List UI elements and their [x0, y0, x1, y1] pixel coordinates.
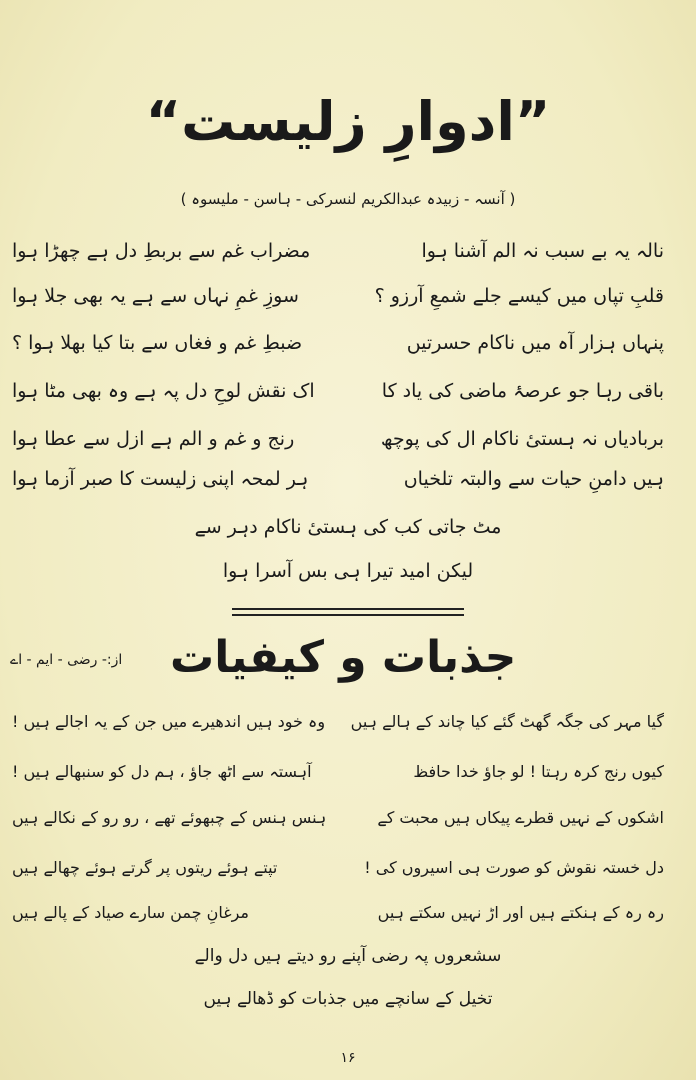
poem2-title: جذبات و کیفیات [170, 632, 517, 683]
poem1-right-line-4: باقی رہا جو عرصۂ ماضی کی یاد کا [381, 380, 664, 402]
poem1-right-line-2: قلبِ تپاں میں کیسے جلے شمعِ آرزو ؟ [374, 285, 664, 307]
poem2-left-line-3: ہنس ہنس کے چبھوئے تھے ، رو رو کے نکالے ہیں [12, 808, 327, 827]
poem1-right-line-3: پنہاں ہزار آہ میں ناکام حسرتیں [406, 332, 664, 354]
poem1-title: ”ادوارِ زلیست“ [145, 90, 551, 153]
poem1-right-line-5: بربادیاں نہ ہستیٔ ناکام ال کی پوچھ [380, 428, 664, 450]
section-divider-bottom [232, 614, 464, 616]
poem2-left-line-5: مرغانِ چمن سارے صیاد کے پالے ہیں [12, 903, 249, 922]
poem2-left-line-2: آہستہ سے اٹھ جاؤ ، ہم دل کو سنبھالے ہیں ! [12, 762, 312, 781]
poem2-byline: از:- رضی - ایم - اے [10, 652, 123, 668]
poem1-left-line-4: اک نقش لوحِ دل پہ ہے وہ بھی مٹا ہوا [12, 380, 315, 402]
poem2-right-line-2: کیوں رنج کرہ رہتا ! لو جاؤ خدا حافظ [413, 762, 664, 781]
poem1-left-line-3: ضبطِ غم و فغاں سے بتا کیا بھلا ہوا ؟ [12, 332, 303, 354]
poem1-left-line-5: رنج و غم و الم ہے ازل سے عطا ہوا [12, 428, 295, 450]
page-number: ۱۶ [340, 1050, 356, 1066]
poem2-right-line-4: دل خستہ نقوش کو صورت ہی اسیروں کی ! [364, 858, 664, 877]
poem1-left-line-1: مضراب غم سے بربطِ دل ہے چھڑا ہوا [12, 240, 311, 262]
poem2-left-line-4: تپتے ہوئے ریتوں پر گرتے ہوئے چھالے ہیں [12, 858, 278, 877]
poem2-closing-line-2: تخیل کے سانچے میں جذبات کو ڈھالے ہیں [203, 989, 493, 1009]
poem2-closing-line-1: سشعروں پہ رضی آپنے رو دیتے ہیں دل والے [194, 946, 502, 966]
poem1-right-line-1: نالہ یہ بے سبب نہ الم آشنا ہوا [421, 240, 664, 262]
poem1-right-line-6: ہیں دامنِ حیات سے والبتہ تلخیاں [403, 468, 664, 490]
poem1-closing-line-2: لیکن امید تیرا ہی بس آسرا ہوا [222, 560, 474, 582]
poem1-closing-line-1: مٹ جاتی کب کی ہستیٔ ناکام دہر سے [194, 516, 502, 538]
poem2-right-line-3: اشکوں کے نہیں قطرے پیکاں ہیں محبت کے [377, 808, 664, 827]
poem2-right-line-5: رہ رہ کے ہنکتے ہیں اور اڑ نہیں سکتے ہیں [377, 903, 664, 922]
poem1-left-line-2: سوزِ غمِ نہاں سے ہے یہ بھی جلا ہوا [12, 285, 299, 307]
section-divider-top [232, 608, 464, 610]
poem2-right-line-1: گیا مہر کی جگہ گھٹ گئے کیا چاند کے ہالے ہیں [350, 712, 664, 731]
poem1-byline: ( آنسہ - زبیدہ عبدالکریم لنسرکی - ہاسن - ملیسوہ ) [180, 190, 516, 208]
poem1-left-line-6: ہر لمحہ اپنی زلیست کا صبر آزما ہوا [12, 468, 309, 490]
poem2-left-line-1: وہ خود ہیں اندھیرے میں جن کے یہ اجالے ہیں ! [12, 712, 326, 731]
